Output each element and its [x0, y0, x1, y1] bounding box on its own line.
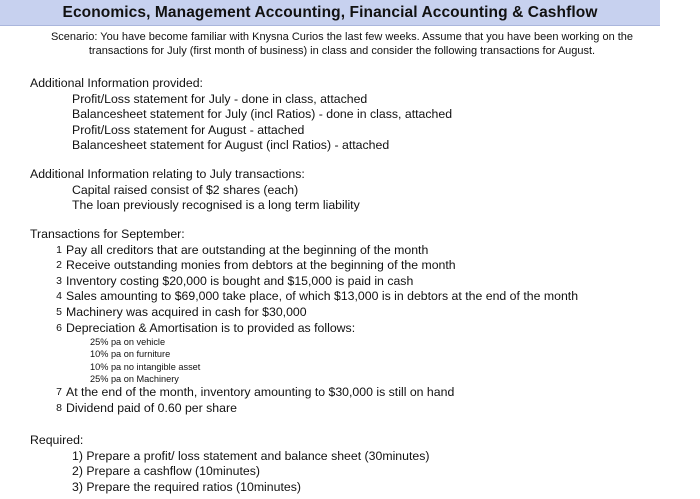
additional-info-list — [30, 92, 452, 154]
list-item: 3) Prepare the required ratios (10minutes) — [72, 479, 301, 494]
depreciation-list — [30, 336, 578, 385]
item-number: 3 — [56, 274, 62, 287]
list-item: Balancesheet statement for July (incl Ratios) - done in class, attached — [72, 107, 453, 122]
list-item: The loan previously recognised is a long term liability — [72, 198, 360, 213]
transaction-item — [30, 289, 578, 305]
item-number: 4 — [56, 290, 62, 303]
list-item: 2) Prepare a cashflow (10minutes) — [72, 464, 260, 479]
list-item: Capital raised consist of $2 shares (each) — [72, 182, 299, 197]
transaction-item — [30, 258, 578, 274]
item-text: Machinery was acquired in cash for $30,000 — [66, 304, 307, 319]
additional-info-section — [30, 76, 452, 154]
transaction-item — [30, 321, 578, 337]
item-number: 7 — [56, 386, 62, 399]
depreciation-item: 25% pa on vehicle — [90, 337, 166, 348]
transactions-section — [30, 227, 578, 417]
item-number: 6 — [56, 321, 62, 334]
transaction-item — [30, 401, 578, 417]
required-section — [30, 433, 430, 495]
depreciation-item: 10% pa on furniture — [90, 349, 171, 360]
required-list — [30, 449, 430, 496]
july-info-heading: Additional Information relating to July transactions: — [30, 167, 305, 181]
transactions-list — [30, 243, 578, 417]
list-item: Profit/Loss statement for July - done in class, attached — [72, 91, 368, 106]
list-item: Balancesheet statement for August (incl Ratios) - attached — [72, 138, 390, 153]
july-info-list — [30, 183, 360, 214]
additional-info-heading: Additional Information provided: — [30, 76, 203, 90]
transaction-item — [30, 305, 578, 321]
item-text: Depreciation & Amortisation is to provided as follows: — [66, 320, 356, 335]
depreciation-item: 25% pa on Machinery — [90, 374, 179, 385]
depreciation-item: 10% pa no intangible asset — [90, 361, 201, 372]
item-number: 2 — [56, 259, 62, 272]
transaction-item — [30, 274, 578, 290]
transaction-item — [30, 385, 578, 401]
item-text: Pay all creditors that are outstanding at the beginning of the month — [66, 242, 429, 257]
item-number: 1 — [56, 243, 62, 256]
scenario-text: Scenario: You have become familiar with Knysna Curios the last few weeks. Assume that you have been working on the transactions for July (first month of business) in class and consider the following transactions for August. — [50, 31, 634, 57]
item-text: Sales amounting to $69,000 take place, of which $13,000 is in debtors at the end of the month — [66, 289, 579, 304]
item-number: 8 — [56, 401, 62, 414]
transactions-heading: Transactions for September: — [30, 227, 185, 241]
list-item: Profit/Loss statement for August - attached — [72, 122, 305, 137]
item-text: Receive outstanding monies from debtors at the beginning of the month — [66, 258, 456, 273]
list-item: 1) Prepare a profit/ loss statement and balance sheet (30minutes) — [72, 448, 430, 463]
item-text: Inventory costing $20,000 is bought and $15,000 is paid in cash — [66, 273, 414, 288]
item-text: At the end of the month, inventory amounting to $30,000 is still on hand — [66, 385, 455, 400]
item-text: Dividend paid of 0.60 per share — [66, 400, 237, 415]
required-heading: Required: — [30, 433, 84, 447]
document-title: Economics, Management Accounting, Financial Accounting & Cashflow — [62, 3, 598, 21]
transaction-item — [30, 243, 578, 259]
item-number: 5 — [56, 305, 62, 318]
title-bar — [0, 0, 660, 26]
july-info-section — [30, 167, 360, 214]
